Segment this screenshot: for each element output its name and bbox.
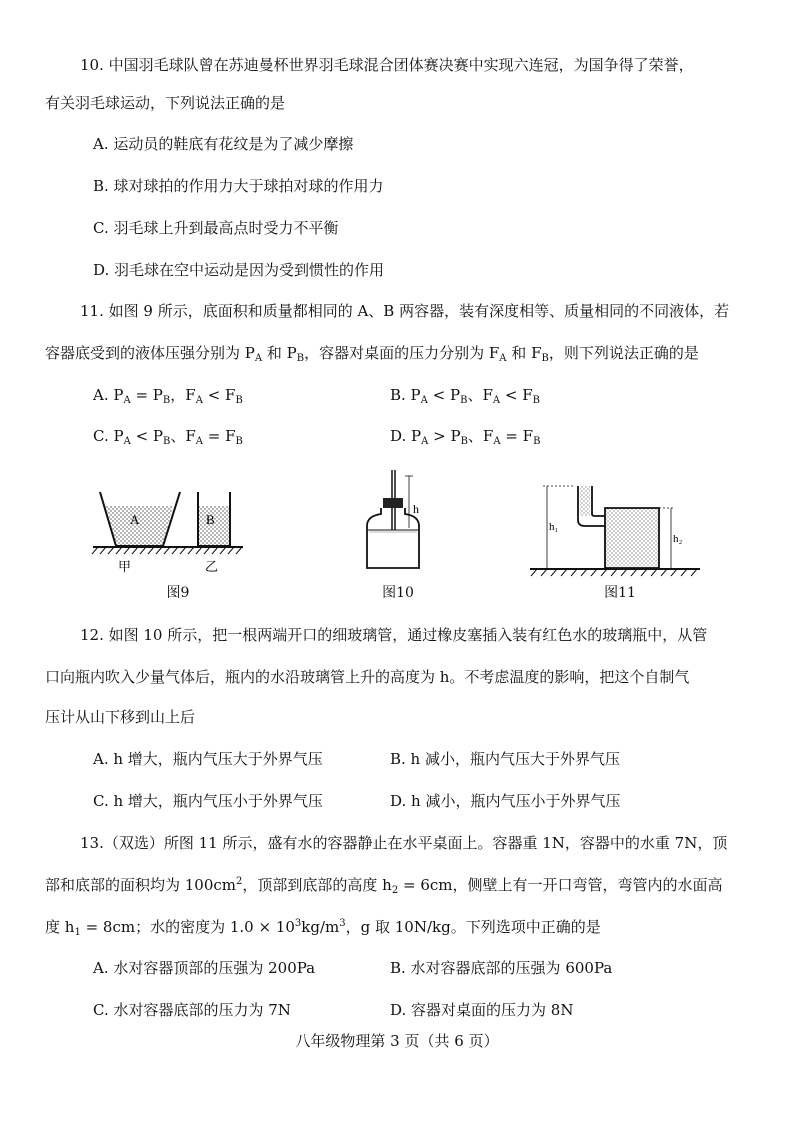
q13-option-c: C. 水对容器底部的压力为 7N — [93, 1001, 291, 1019]
q10-stem-line1: 10. 中国羽毛球队曾在苏迪曼杯世界羽毛球混合团体赛决赛中实现六连冠，为国争得了荣誉， — [80, 56, 694, 74]
q10-option-c: C. 羽毛球上升到最高点时受力不平衡 — [93, 219, 339, 237]
figure-11-caption: 图11 — [604, 585, 636, 601]
q13-stem-line3: 度 $h_1 = 8cm$；水的密度为 $1.0 \times 10^3kg/m^3$，g 取 10N/kg。下列选项中正确的是 — [45, 918, 601, 938]
figure-10-caption: 图10 — [382, 585, 414, 601]
q12-option-d: D. h 减小，瓶内气压小于外界气压 — [390, 792, 621, 810]
q11-option-b: B. $P_A < P_B$、$F_A < F_B$ — [390, 386, 540, 406]
q10-option-d: D. 羽毛球在空中运动是因为受到惯性的作用 — [93, 261, 385, 279]
q12-option-a: A. h 增大，瓶内气压大于外界气压 — [93, 750, 323, 768]
label-b: B — [206, 512, 215, 527]
q12-stem-line2: 口向瓶内吹入少量气体后，瓶内的水沿玻璃管上升的高度为 h。不考虑温度的影响，把这个自制气 — [45, 668, 690, 686]
liquid-a — [106, 506, 173, 546]
q10-option-a: A. 运动员的鞋底有花纹是为了减少摩擦 — [93, 135, 354, 153]
q11-option-d: D. $P_A > P_B$、$F_A = F_B$ — [390, 427, 541, 447]
q10-stem-line2: 有关羽毛球运动，下列说法正确的是 — [45, 94, 286, 112]
q12-stem-line1: 12. 如图 10 所示，把一根两端开口的细玻璃管，通过橡皮塞插入装有红色水的玻璃瓶中，从管 — [80, 626, 708, 644]
label-h1: h₁ — [549, 521, 559, 533]
q12-option-c: C. h 增大，瓶内气压小于外界气压 — [93, 792, 323, 810]
figure-11-diagram — [525, 478, 705, 578]
q12-stem-line3: 压计从山下移到山上后 — [45, 708, 196, 726]
figure-9-diagram — [88, 484, 268, 579]
label-jia: 甲 — [118, 560, 132, 575]
q13-option-b: B. 水对容器底部的压强为 600Pa — [390, 959, 613, 977]
label-h2: h₂ — [673, 533, 683, 545]
q11-option-c: C. $P_A < P_B$、$F_A = F_B$ — [93, 427, 243, 447]
figure-9-caption: 图9 — [166, 585, 190, 601]
q11-stem-line2: 容器底受到的液体压强分别为 $P_A$ 和 $P_B$，容器对桌面的压力分别为 $F_A$ 和 $F_B$，则下列说法正确的是 — [45, 344, 699, 364]
figure-10-diagram — [355, 468, 445, 578]
glass-bottle — [367, 508, 419, 568]
label-a: A — [130, 512, 140, 527]
q10-option-b: B. 球对球拍的作用力大于球拍对球的作用力 — [93, 177, 384, 195]
q13-option-a: A. 水对容器顶部的压强为 200Pa — [93, 959, 316, 977]
q11-stem-line1: 11. 如图 9 所示，底面积和质量都相同的 A、B 两容器，装有深度相等、质量相同的不同液体，若 — [80, 302, 730, 320]
rubber-stopper — [383, 498, 403, 508]
q12-option-b: B. h 减小，瓶内气压大于外界气压 — [390, 750, 620, 768]
label-yi: 乙 — [205, 560, 219, 575]
q13-stem-line2: 部和底部的面积均为 $100cm^2$，顶部到底部的高度 $h_2 = 6cm$，侧壁上有一开口弯管，弯管内的水面高 — [45, 876, 723, 896]
q13-option-d: D. 容器对桌面的压力为 8N — [390, 1001, 574, 1019]
label-h: h — [413, 502, 419, 516]
q13-stem-line1: 13.（双选）所图 11 所示，盛有水的容器静止在水平桌面上。容器重 1N，容器中的水重 7N，顶 — [80, 834, 728, 852]
page-footer: 八年级物理第 3 页（共 6 页） — [295, 1032, 499, 1050]
q11-option-a: A. $P_A = P_B$，$F_A < F_B$ — [93, 386, 243, 406]
